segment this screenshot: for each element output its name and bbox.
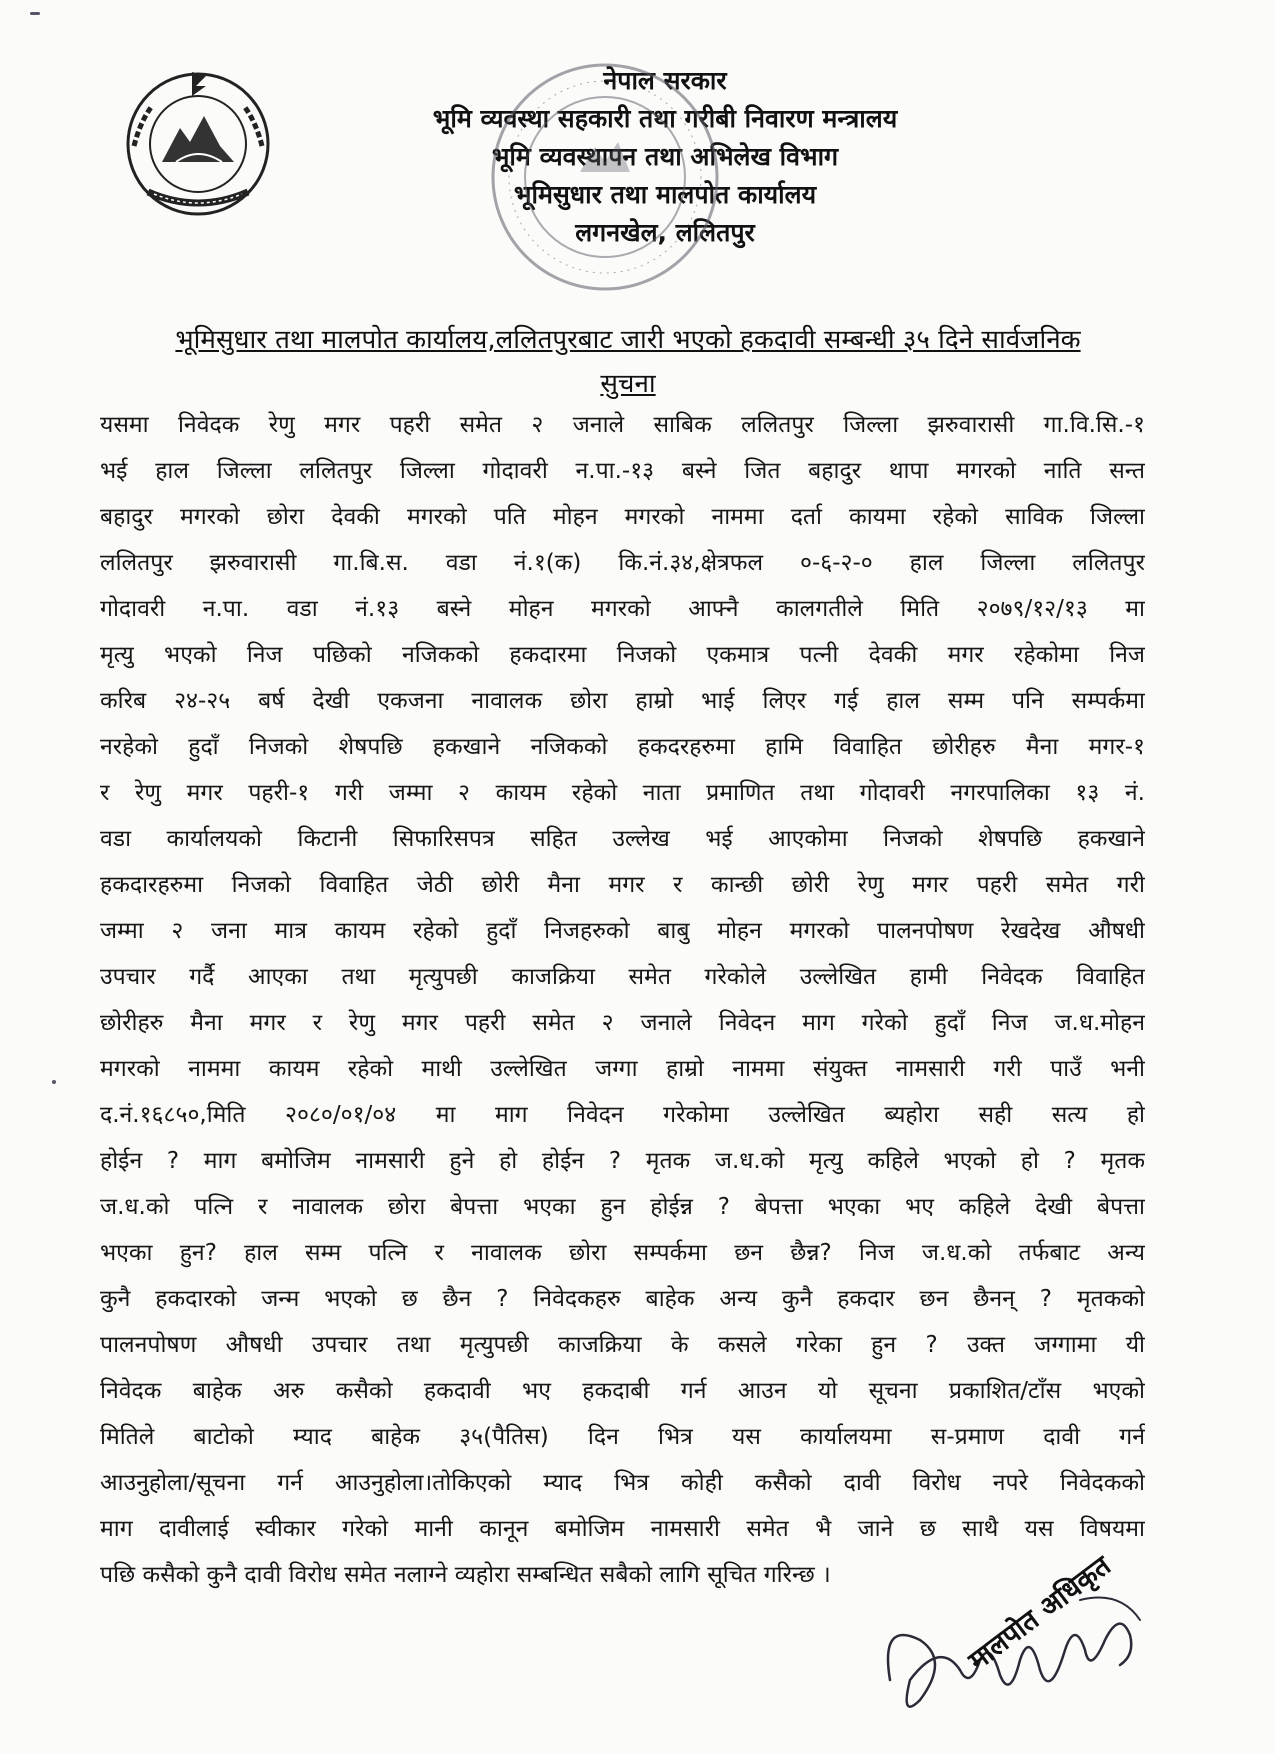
nepal-government-emblem-icon — [118, 62, 278, 222]
body-line: बहादुर मगरको छोरा देवकी मगरको पति मोहन मगरको नाममा दर्ता कायमा रहेको साविक जिल्ला — [100, 504, 1145, 530]
body-line: ललितपुर झरुवारासी गा.बि.स. वडा नं.१(क) कि.नं.३४,क्षेत्रफल ०-६-२-० हाल जिल्ला ललितपुर — [100, 550, 1145, 576]
body-line: पालनपोषण औषधी उपचार तथा मृत्युपछी काजक्रिया के कसले गरेका हुन ? उक्त जग्गामा यी — [100, 1332, 1145, 1358]
body-line: द.नं.१६८५०,मिति २०८०/०१/०४ मा माग निवेदन गरेकोमा उल्लेखित ब्यहोरा सही सत्य हो — [100, 1102, 1145, 1128]
body-line: जम्मा २ जना मात्र कायम रहेको हुदाँ निजहरुको बाबु मोहन मगरको पालनपोषण रेखदेख औषधी — [100, 918, 1145, 944]
body-line: उपचार गर्दै आएका तथा मृत्युपछी काजक्रिया समेत गरेकोले उल्लेखित हामी निवेदक विवाहित — [100, 964, 1145, 990]
body-line: माग दावीलाई स्वीकार गरेको मानी कानून बमोजिम नामसारी समेत भै जाने छ साथै यस विषयमा — [100, 1516, 1145, 1542]
body-line: मृत्यु भएको निज पछिको नजिकको हकदारमा निजको एकमात्र पत्नी देवकी मगर रहेकोमा निज — [100, 642, 1145, 668]
body-line: करिब २४-२५ बर्ष देखी एकजना नावालक छोरा हाम्रो भाई लिएर गई हाल सम्म पनि सम्पर्कमा — [100, 688, 1145, 714]
body-line: वडा कार्यालयको किटानी सिफारिसपत्र सहित उल्लेख भई आएकोमा निजको शेषपछि हकखाने — [100, 826, 1145, 852]
body-line: निवेदक बाहेक अरु कसैको हकदावी भए हकदाबी गर्न आउन यो सूचना प्रकाशित/टाँस भएको — [100, 1378, 1145, 1404]
body-line: होईन ? माग बमोजिम नामसारी हुने हो होईन ? मृतक ज.ध.को मृत्यु कहिले भएको हो ? मृतक — [100, 1148, 1145, 1174]
scan-speck — [30, 12, 40, 15]
body-line: मगरको नाममा कायम रहेको माथी उल्लेखित जग्गा हाम्रो नाममा संयुक्त नामसारी गरी पाउँ भनी — [100, 1056, 1145, 1082]
notice-title-line: भूमिसुधार तथा मालपोत कार्यालय,ललितपुरबाट जारी भएको हकदावी सम्बन्धी ३५ दिने सार्वजनिक — [175, 325, 1081, 355]
header-line-department: भूमि व्यवस्थापन तथा अभिलेख विभाग — [491, 142, 839, 171]
body-line: भएका हुन? हाल सम्म पत्नि र नावालक छोरा सम्पर्कमा छन छैन्न? निज ज.ध.को तर्फबाट अन्य — [100, 1240, 1145, 1266]
header-line-ministry: भूमि व्यवस्था सहकारी तथा गरीबी निवारण मन्त्रालय — [432, 104, 898, 133]
notice-title — [88, 318, 1168, 406]
body-line: छोरीहरु मैना मगर र रेणु मगर पहरी समेत २ जनाले निवेदन माग गरेको हुदाँ निज ज.ध.मोहन — [100, 1010, 1145, 1036]
notice-body — [100, 402, 1145, 1598]
body-line: र रेणु मगर पहरी-१ गरी जम्मा २ कायम रहेको नाता प्रमाणित तथा गोदावरी नगरपालिका १३ नं. — [100, 780, 1145, 806]
header-line-government: नेपाल सरकार — [603, 66, 727, 95]
body-line: यसमा निवेदक रेणु मगर पहरी समेत २ जनाले साबिक ललितपुर जिल्ला झरुवारासी गा.वि.सि.-१ — [100, 412, 1145, 438]
body-line: नरहेको हुदाँ निजको शेषपछि हकखाने नजिकको हकदरहरुमा हामि विवाहित छोरीहरु मैना मगर-१ — [100, 734, 1145, 760]
scan-speck — [52, 1080, 56, 1084]
body-line: मितिले बाटोको म्याद बाहेक ३५(पैतिस) दिन भित्र यस कार्यालयमा स-प्रमाण दावी गर्न — [100, 1424, 1145, 1450]
body-line: गोदावरी न.पा. वडा नं.१३ बस्ने मोहन मगरको आफ्नै कालगतीले मिति २०७९/१२/१३ मा — [100, 596, 1145, 622]
notice-title-word: सुचना — [600, 369, 656, 399]
office-stamp-icon — [480, 52, 730, 302]
signatory-title: मालपोत अधिकृत — [963, 1550, 1117, 1677]
body-line: पछि कसैको कुनै दावी विरोध समेत नलाग्ने व्यहोरा सम्बन्धित सबैको लागि सूचित गरिन्छ । — [100, 1562, 831, 1588]
body-line: भई हाल जिल्ला ललितपुर जिल्ला गोदावरी न.पा.-१३ बस्ने जित बहादुर थापा मगरको नाति सन्त — [100, 458, 1145, 484]
header-line-office: भूमिसुधार तथा मालपोत कार्यालय — [513, 180, 817, 209]
header-line-location: लगनखेल, ललितपुर — [575, 218, 755, 247]
body-line: आउनुहोला/सूचना गर्न आउनुहोला।तोकिएको म्याद भित्र कोही कसैको दावी विरोध नपरे निवेदकको — [100, 1470, 1145, 1496]
body-line: ज.ध.को पत्नि र नावालक छोरा बेपत्ता भएका हुन होईन्न ? बेपत्ता भएका भए कहिले देखी बेपत्ता — [100, 1194, 1145, 1220]
body-line: कुनै हकदारको जन्म भएको छ छैन ? निवेदकहरु बाहेक अन्य कुनै हकदार छन छैनन् ? मृतकको — [100, 1286, 1145, 1312]
body-line: हकदारहरुमा निजको विवाहित जेठी छोरी मैना मगर र कान्छी छोरी रेणु मगर पहरी समेत गरी — [100, 872, 1145, 898]
